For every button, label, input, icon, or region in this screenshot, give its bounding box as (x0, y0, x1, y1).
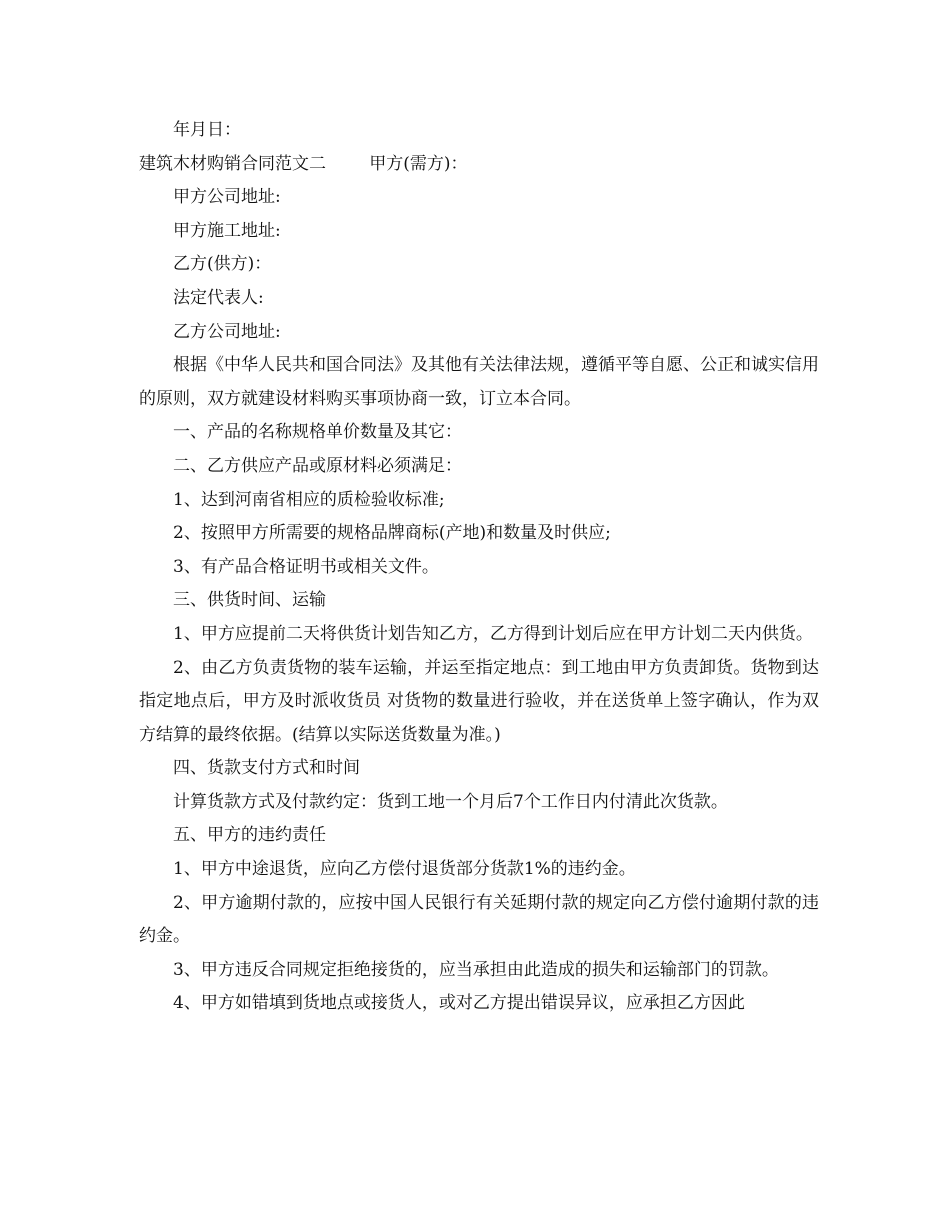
party-a-company-address: 甲方公司地址: (173, 187, 281, 208)
section-heading-3: 三、供货时间、运输 (173, 590, 326, 611)
contract-body (139, 114, 819, 1021)
clause-5-4: 4、甲方如错填到货地点或接货人，或对乙方提出错误异议，应承担乙方因此 (173, 993, 745, 1014)
party-b-label: 乙方(供方)： (173, 254, 272, 275)
title-and-party-a-line: 建筑木材购销合同范文二 甲方(需方)： (139, 153, 468, 174)
legal-representative: 法定代表人: (173, 287, 264, 308)
party-b-company-address: 乙方公司地址: (173, 321, 281, 342)
section-heading-1: 一、产品的名称规格单价数量及其它： (173, 422, 462, 443)
section-heading-5: 五、甲方的违约责任 (173, 825, 326, 846)
clause-2-3: 3、有产品合格证明书或相关文件。 (173, 556, 439, 577)
preamble-paragraph: 根据《中华人民共和国合同法》及其他有关法律法规，遵循平等自愿、公正和诚实信用的原则，双方就建设材料购买事项协商一致，订立本合同。 (139, 355, 819, 409)
payment-terms: 计算货款方式及付款约定：货到工地一个月后7个工作日内付清此次货款。 (173, 791, 728, 812)
clause-2-2: 2、按照甲方所需要的规格品牌商标(产地)和数量及时供应; (173, 523, 611, 544)
clause-5-3: 3、甲方违反合同规定拒绝接货的，应当承担由此造成的损失和运输部门的罚款。 (173, 959, 779, 980)
date-line: 年月日： (173, 120, 241, 140)
section-heading-2: 二、乙方供应产品或原材料必须满足： (173, 455, 462, 476)
clause-2-1: 1、达到河南省相应的质检验收标准; (173, 489, 445, 510)
clause-3-2: 2、由乙方负责货物的装车运输，并运至指定地点：到工地由甲方负责卸货。货物到达指定地点后，甲方及时派收货员 对货物的数量进行验收，并在送货单上签字确认，作为双方结算的最终依据。(结算以实际送货数量为准。) (139, 657, 819, 745)
party-a-site-address: 甲方施工地址: (173, 220, 281, 241)
clause-5-2: 2、甲方逾期付款的，应按中国人民银行有关延期付款的规定向乙方偿付逾期付款的违约金。 (139, 892, 819, 947)
section-heading-4: 四、货款支付方式和时间 (173, 758, 360, 779)
clause-5-1: 1、甲方中途退货，应向乙方偿付退货部分货款1%的违约金。 (173, 859, 636, 880)
clause-3-1: 1、甲方应提前二天将供货计划告知乙方，乙方得到计划后应在甲方计划二天内供货。 (173, 623, 813, 644)
